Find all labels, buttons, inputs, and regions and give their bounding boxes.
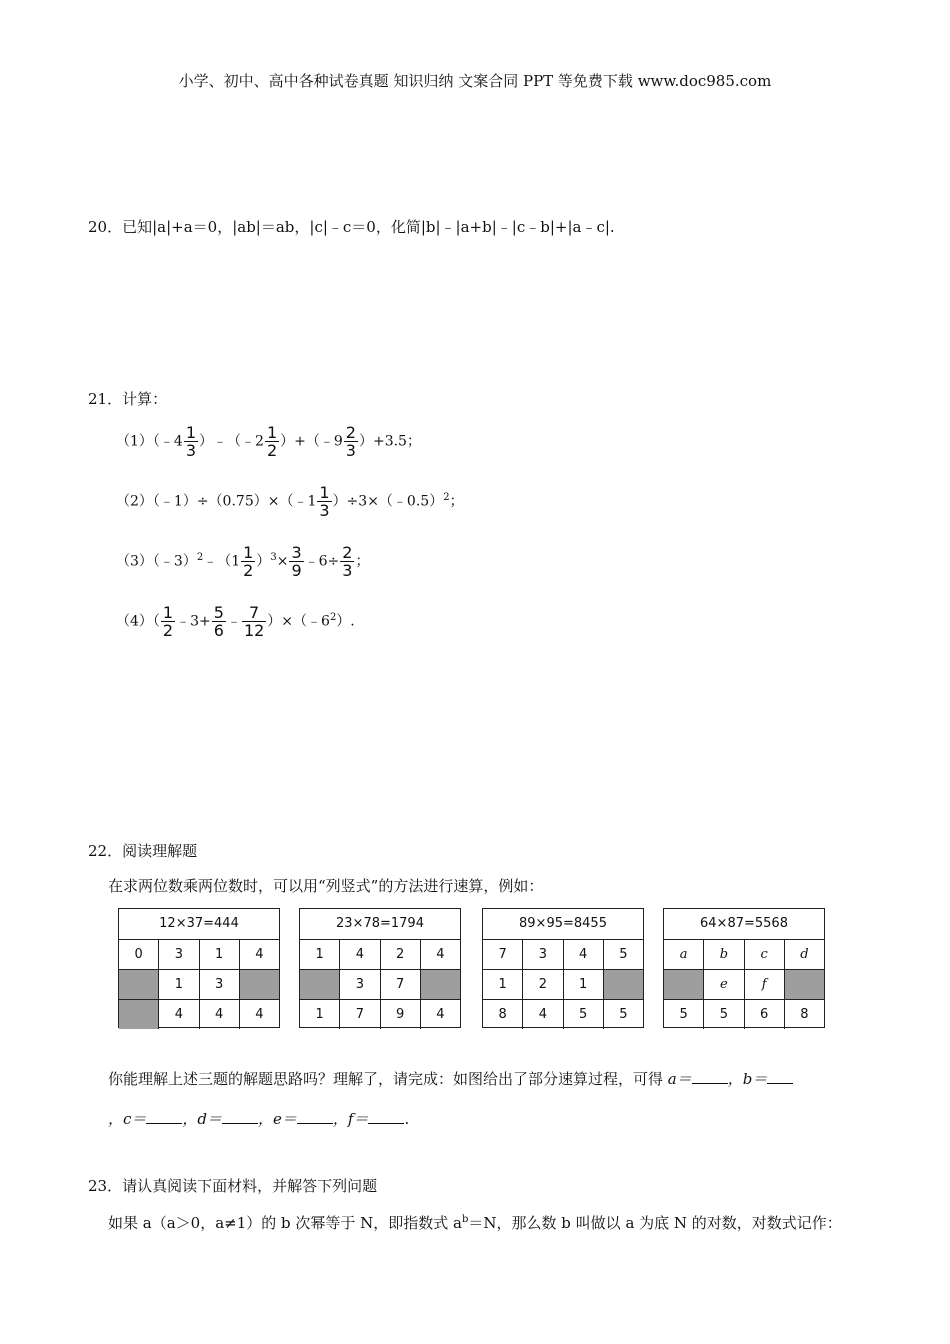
question-title: 计算： xyxy=(122,390,168,408)
question-23-text xyxy=(108,1212,842,1233)
calc-table-cell xyxy=(300,970,340,999)
item-label: （3） xyxy=(116,553,153,570)
fraction xyxy=(161,604,175,639)
calc-table-row xyxy=(483,940,643,970)
expr-text: ） xyxy=(256,553,271,570)
calc-table-cell: d xyxy=(800,947,809,962)
expr-text: （ xyxy=(152,613,160,630)
calc-table-cell xyxy=(240,970,279,999)
calc-table-row xyxy=(664,1000,824,1029)
calc-table-cell: a xyxy=(664,940,704,969)
answer-blank-e[interactable] xyxy=(297,1109,333,1124)
item-label: （4） xyxy=(116,613,153,630)
calc-table xyxy=(299,908,461,1028)
calc-table xyxy=(118,908,280,1028)
expr-text: （﹣4 xyxy=(152,433,183,450)
calc-table-cell: 4 xyxy=(564,940,604,969)
denominator: 9 xyxy=(291,561,302,580)
fraction xyxy=(184,424,198,459)
calc-table-cell: 5 xyxy=(704,1000,744,1029)
numerator: 3 xyxy=(291,543,302,562)
q21-item-3 xyxy=(116,544,369,579)
numerator: 2 xyxy=(342,543,353,562)
expr-text: ）+3.5； xyxy=(358,433,421,450)
expr-text: （﹣1）÷（0.75）×（﹣1 xyxy=(152,493,317,510)
denominator: 3 xyxy=(185,441,197,460)
calc-table-cell: 2 xyxy=(381,940,421,969)
text: 如果 a（a＞0，a≠1）的 b 次幂等于 N，即指数式 a xyxy=(108,1214,462,1232)
numerator: 1 xyxy=(162,603,174,622)
question-text: 已知|a|+a＝0，|ab|＝ab，|c|﹣c＝0，化简|b|﹣|a+b|﹣|c﹣b|+|a﹣c|. xyxy=(122,218,615,236)
fraction xyxy=(241,544,255,579)
calc-table-cell: 1 xyxy=(300,1000,340,1029)
calc-table-cell: 7 xyxy=(483,940,523,969)
exponent: 2 xyxy=(196,551,204,563)
numerator: 5 xyxy=(213,603,224,622)
numerator: 7 xyxy=(242,604,266,622)
calc-table-cell xyxy=(664,970,704,999)
calc-table-cell: 1 xyxy=(300,940,340,969)
expr-text: ﹣（1 xyxy=(203,553,241,570)
calc-table-cell: f xyxy=(745,970,785,999)
calc-table xyxy=(482,908,644,1028)
label-d: ，d＝ xyxy=(182,1110,223,1128)
calc-table xyxy=(663,908,825,1028)
fraction xyxy=(265,424,279,459)
label-b: ，b＝ xyxy=(727,1070,768,1088)
answer-blank-a[interactable] xyxy=(692,1069,728,1084)
calc-table-cell: 5 xyxy=(564,1000,604,1029)
denominator: 3 xyxy=(345,441,356,460)
calc-table-cell: 5 xyxy=(619,947,628,962)
answer-blank-f[interactable] xyxy=(368,1109,404,1124)
expr-text: ﹣6÷ xyxy=(304,553,340,570)
calc-table-cell: 4 xyxy=(255,947,264,962)
calc-table-cell xyxy=(421,970,460,999)
calc-table-cell: 3 xyxy=(159,940,199,969)
q21-item-1 xyxy=(116,424,421,459)
calc-table-header: 23×78=1794 xyxy=(300,909,460,940)
question-title: 请认真阅读下面材料，并解答下列问题 xyxy=(122,1177,378,1195)
calc-table-cell: 4 xyxy=(255,1007,264,1022)
calc-table-cell: 1 xyxy=(200,940,240,969)
calc-table-cell xyxy=(604,970,643,999)
calc-table-cell: 4 xyxy=(523,1000,563,1029)
exponent: 2 xyxy=(443,491,450,503)
calc-table-cell: 5 xyxy=(664,1000,704,1029)
numerator: 1 xyxy=(185,423,197,442)
item-label: （1） xyxy=(116,433,153,450)
answer-blank-d[interactable] xyxy=(222,1109,258,1124)
label-c: ，c＝ xyxy=(108,1110,147,1128)
expr-text: （﹣3） xyxy=(152,553,197,570)
calc-table-cell: 4 xyxy=(436,1007,445,1022)
item-label: （2） xyxy=(116,493,153,510)
calc-table-cell: 5 xyxy=(619,1007,628,1022)
denominator: 3 xyxy=(342,561,353,580)
calc-table-header: 12×37=444 xyxy=(119,909,279,940)
expr-text: ）﹣（﹣2 xyxy=(199,433,264,450)
label-e: ，e＝ xyxy=(258,1110,297,1128)
expr-text: ﹣ xyxy=(226,613,241,630)
exponent: 3 xyxy=(270,551,277,563)
denominator: 6 xyxy=(213,621,224,640)
calc-table-cell: 1 xyxy=(564,970,604,999)
fraction xyxy=(317,484,331,519)
question-22-prompt xyxy=(108,1068,793,1089)
calc-table-cell: 1 xyxy=(483,970,523,999)
calc-table-header: 89×95=8455 xyxy=(483,909,643,940)
calc-table-cell: 8 xyxy=(483,1000,523,1029)
calc-table-row xyxy=(483,970,643,1000)
question-22-title xyxy=(88,840,197,861)
calc-table-cell: 6 xyxy=(745,1000,785,1029)
fraction xyxy=(344,424,358,459)
text: ＝N，那么数 b 叫做以 a 为底 N 的对数，对数式记作： xyxy=(468,1214,842,1232)
label-f: ，f＝ xyxy=(332,1110,369,1128)
calc-table-cell: 4 xyxy=(200,1000,240,1029)
prompt-text: 你能理解上述三题的解题思路吗？理解了，请完成：如图给出了部分速算过程，可得 xyxy=(108,1070,664,1088)
calc-table-cell: b xyxy=(704,940,744,969)
calc-table-cell: e xyxy=(704,970,744,999)
question-number: 22． xyxy=(88,842,123,860)
question-number: 21． xyxy=(88,390,123,408)
answer-blank-b[interactable] xyxy=(767,1069,793,1084)
question-23-title xyxy=(88,1175,377,1196)
calc-table-row xyxy=(300,940,460,970)
calc-table-cell xyxy=(119,970,159,999)
question-22-intro: 在求两位数乘两位数时，可以用“列竖式”的方法进行速算，例如： xyxy=(108,877,544,895)
calc-table-cell: 7 xyxy=(340,1000,380,1029)
numerator: 2 xyxy=(345,423,356,442)
numerator: 1 xyxy=(243,543,254,562)
expr-text: ）+（﹣9 xyxy=(280,433,343,450)
calc-table-cell xyxy=(119,1000,159,1029)
fraction xyxy=(242,604,266,639)
calc-table-cell: c xyxy=(745,940,785,969)
calc-table-cell: 7 xyxy=(381,970,421,999)
calc-table-cell: 2 xyxy=(523,970,563,999)
end-punct: . xyxy=(404,1110,410,1128)
denominator: 2 xyxy=(162,621,174,640)
expr-text: ﹣3+ xyxy=(176,613,211,630)
calc-table-row xyxy=(119,970,279,1000)
page-header: 小学、初中、高中各种试卷真题 知识归纳 文案合同 PPT 等免费下载 www.doc985.com xyxy=(178,72,772,90)
expr-text: ）÷3×（﹣0.5） xyxy=(332,493,444,510)
question-number: 23． xyxy=(88,1177,123,1195)
exponent: b xyxy=(462,1214,469,1225)
calc-table-row xyxy=(119,1000,279,1029)
numerator: 1 xyxy=(266,423,278,442)
denominator: 3 xyxy=(319,501,330,520)
question-20 xyxy=(88,216,615,237)
calc-table-cell: 3 xyxy=(523,940,563,969)
question-21-title xyxy=(88,388,167,409)
expr-text: × xyxy=(276,553,289,570)
fraction xyxy=(340,544,354,579)
answer-blank-c[interactable] xyxy=(146,1109,182,1124)
calc-table-cell: 8 xyxy=(800,1007,809,1022)
calc-table-row xyxy=(664,970,824,1000)
question-number: 20． xyxy=(88,218,123,236)
calc-table-row xyxy=(119,940,279,970)
calc-table-cell: 9 xyxy=(381,1000,421,1029)
calc-table-cell xyxy=(785,970,824,999)
calc-table-row xyxy=(300,970,460,1000)
calc-table-row xyxy=(300,1000,460,1029)
expr-text: ）. xyxy=(336,613,355,630)
question-22-prompt-line2 xyxy=(108,1108,409,1129)
calc-table-row xyxy=(483,1000,643,1029)
denominator: 12 xyxy=(243,621,265,640)
calc-table-cell: 0 xyxy=(119,940,159,969)
fraction xyxy=(212,604,226,639)
expr-text: ）×（﹣6 xyxy=(267,613,330,630)
calc-table-cell: 3 xyxy=(340,970,380,999)
label-a: a＝ xyxy=(667,1070,692,1088)
calc-table-cell: 4 xyxy=(340,940,380,969)
numerator: 1 xyxy=(319,483,330,502)
exponent: 2 xyxy=(329,611,337,623)
fraction xyxy=(289,544,303,579)
calc-table-cell: 1 xyxy=(159,970,199,999)
expr-text: ； xyxy=(355,553,370,570)
q21-item-4 xyxy=(116,604,355,639)
calc-table-header: 64×87=5568 xyxy=(664,909,824,940)
calc-table-cell: 4 xyxy=(436,947,445,962)
denominator: 2 xyxy=(266,441,278,460)
calc-table-cell: 4 xyxy=(159,1000,199,1029)
calc-table-row xyxy=(664,940,824,970)
q21-item-2 xyxy=(116,484,464,519)
denominator: 2 xyxy=(243,561,254,580)
calc-table-cell: 3 xyxy=(200,970,240,999)
question-title: 阅读理解题 xyxy=(122,842,198,860)
expr-text: ； xyxy=(449,493,464,510)
